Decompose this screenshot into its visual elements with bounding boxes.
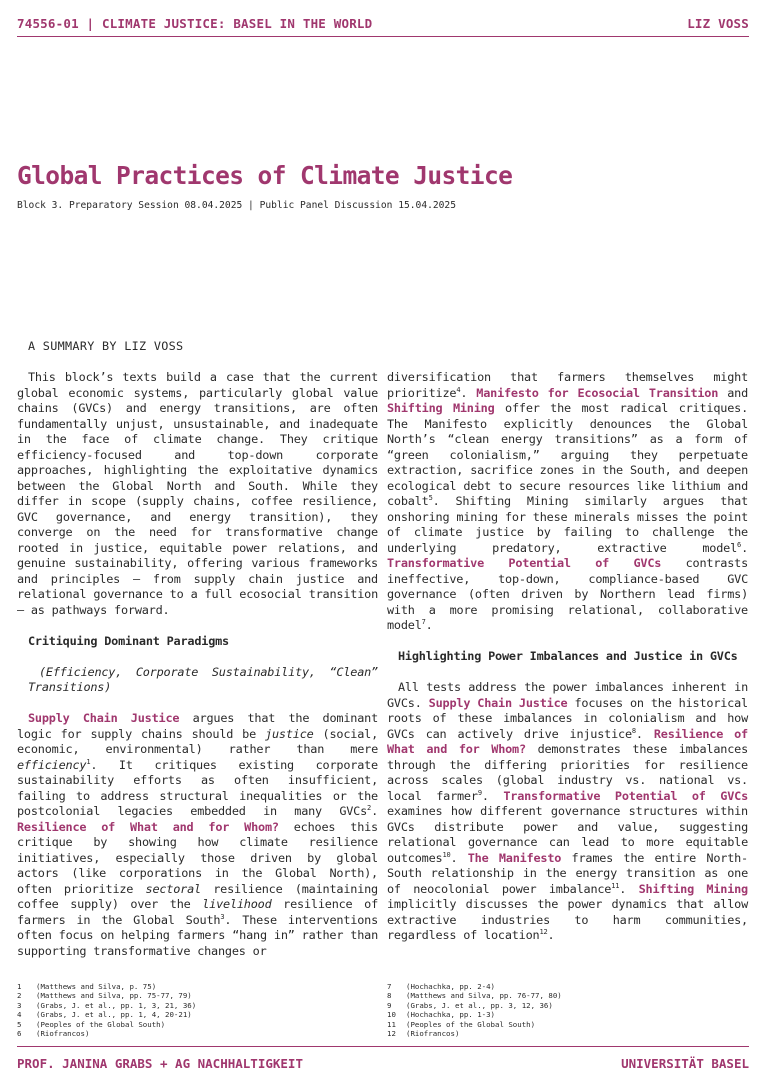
footnote — [387, 982, 748, 991]
summary-kicker: A SUMMARY BY LIZ VOSS — [28, 339, 184, 353]
footnote — [387, 1029, 748, 1038]
footnote-ref-2: 2 — [367, 804, 372, 813]
footnote-text: (Matthews and Silva, p. 75) — [36, 982, 157, 991]
text-run: . — [635, 726, 654, 741]
footnote-number: 4 — [17, 1010, 22, 1020]
text-run: . — [460, 385, 477, 400]
text-run: demonstrates these imbalances through the differing priorities for resilience across scales (global industry vs. national vs. local farmer — [387, 742, 749, 803]
text-run: . It critiques existing corporate sustainability efforts as often insufficient, failing to address structural inequalities or the postcolonial legacies embedded in many GVCs — [17, 757, 378, 818]
term-justice: justice — [265, 726, 314, 741]
footnote — [17, 1010, 378, 1019]
text-run: and — [718, 385, 748, 400]
footnote-ref-8: 8 — [631, 726, 636, 735]
footnote-text: (Grabs, J. et al., pp. 1, 4, 20-21) — [36, 1010, 192, 1020]
text-run: frames the entire North-South relationship in the energy transition as one of neocolonial power imbalance — [387, 850, 748, 896]
ref-resilience-2: Resilience of What and for Whom? — [387, 726, 748, 756]
header-course: 74556-01 | CLIMATE JUSTICE: BASEL IN THE WORLD — [17, 16, 373, 31]
right-column — [387, 370, 748, 944]
footnote — [387, 1020, 748, 1029]
footnote-text: (Matthews and Silva, pp. 76-77, 80) — [406, 991, 562, 1001]
footnote-ref-12: 12 — [539, 928, 548, 937]
footnote-number: 12 — [387, 1029, 396, 1039]
footnote — [387, 1001, 748, 1010]
ref-shifting-mining: Shifting Mining — [387, 401, 495, 415]
text-run: offer the most radical critiques. The Manifesto explicitly denounces the Global North’s “clean energy transitions” as a form of “green colonialism,” arguing they perpetuate extraction, sacrifice zones in the South, and deepen ecological debt to secure resources like lithium and cobalt — [387, 401, 748, 508]
footnote — [17, 991, 378, 1000]
text-run: . — [371, 804, 378, 818]
ref-manifesto: Manifesto for Ecosocial Transition — [476, 385, 719, 400]
text-run: resilience of farmers in the Global South — [17, 897, 378, 927]
footnote-number: 3 — [17, 1000, 22, 1010]
footnote — [387, 1010, 748, 1019]
footnote-ref-6: 6 — [737, 540, 742, 549]
text-run: contrasts ineffective, top-down, compliance-based GVC governance (often driven by Northern lead firms) with a more promising relational, collaborative model — [387, 556, 749, 632]
footnote-text: (Riofrancos) — [36, 1029, 90, 1039]
footnote-text: (Hochachka, pp. 1-3) — [406, 1010, 495, 1020]
section-subheading-paradigms: (Efficiency, Corporate Sustainability, “Clean” Transitions) — [28, 664, 378, 694]
ref-supply-chain-justice-2: Supply Chain Justice — [428, 695, 568, 710]
ref-transformative-gvcs: Transformative Potential of GVCs — [387, 556, 662, 570]
text-run: . — [425, 618, 433, 632]
footnote-number: 8 — [387, 991, 392, 1001]
footnote — [17, 982, 378, 991]
footnote-ref-11: 11 — [611, 881, 620, 890]
paradigms-paragraph-cont — [387, 370, 748, 634]
footnote-text: (Grabs, J. et al., pp. 3, 12, 36) — [406, 1000, 553, 1010]
term-efficiency: efficiency — [17, 757, 87, 772]
footnote-text: (Peoples of the Global South) — [36, 1019, 166, 1029]
text-run: echoes this critique by showing how climate resilience initiatives, especially those driven by global actors (like corporations in the Global North), often prioritize — [17, 819, 378, 896]
term-sectoral: sectoral — [145, 881, 201, 896]
text-run: examines how different governance structures within GVCs distribute power and value, suggesting relational governance can lead to more equitable outcomes — [387, 804, 748, 865]
footnote-ref-9: 9 — [477, 788, 482, 797]
paradigms-continuation: diversification that farmers themselves might prioritize — [387, 370, 748, 400]
footnote-number: 10 — [387, 1010, 396, 1020]
text-run: implicitly discusses the power dynamics that allow extractive industries to harm communities, regardless of location — [387, 897, 748, 942]
ref-transformative-gvcs-2: Transformative Potential of GVCs — [503, 788, 748, 803]
header-author: LIZ VOSS — [687, 16, 749, 31]
footnote-ref-3: 3 — [220, 912, 225, 921]
intro-paragraph: This block’s texts build a case that the current global economic systems, particularly global value chains (GVCs) and energy transitions, are often fundamentally unjust, unsustainable, and inadequate in the face of climate change. They critique efficiency-focused and top-down corporate approaches, highlighting the exploitative dynamics between the Global North and South. While they differ in scope (supply chains, coffee resilience, GVC governance, and energy transition), they converge on the need for transformative change rooted in justice, equitable power relations, and genuine sustainability, offering various frameworks and principles – from supply chain justice and relational governance to a full ecosocial transition – as pathways forward. — [17, 370, 378, 617]
footnote-ref-10: 10 — [442, 850, 451, 859]
footnote — [17, 1029, 378, 1038]
footnote-ref-1: 1 — [86, 757, 91, 766]
page-subtitle: Block 3. Preparatory Session 08.04.2025 | Public Panel Discussion 15.04.2025 — [17, 200, 456, 211]
paradigms-paragraph — [17, 711, 378, 959]
term-livelihood: livelihood — [202, 897, 272, 911]
footnote-number: 11 — [387, 1019, 396, 1029]
text-run: (social, economic, environmental) rather than mere — [17, 726, 379, 756]
footnote-ref-4: 4 — [456, 385, 461, 394]
text-run: All tests address the power imbalances inherent in GVCs. — [387, 680, 748, 710]
section-heading-power: Highlighting Power Imbalances and Justice in GVCs — [398, 649, 738, 663]
text-run: . — [450, 850, 468, 865]
text-run: . — [547, 928, 555, 942]
text-run: . Shifting Mining similarly argues that onshoring mining for these minerals misses the point of climate justice by failing to challenge the underlying predatory, extractive model — [387, 494, 748, 555]
page-footer — [17, 1046, 749, 1071]
text-run: resilience (maintaining coffee supply) over the — [17, 881, 378, 911]
footnote — [17, 1001, 378, 1010]
page-title: Global Practices of Climate Justice — [17, 161, 513, 190]
ref-resilience: Resilience of What and for Whom? — [17, 819, 279, 834]
text-run: argues that the dominant logic for supply chains should be — [17, 711, 378, 741]
footnote-number: 9 — [387, 1000, 392, 1010]
footnote-ref-5: 5 — [428, 494, 433, 503]
ref-shifting-mining-2: Shifting Mining — [638, 881, 748, 896]
page-header — [17, 16, 749, 37]
footnote-number: 7 — [387, 982, 392, 991]
text-run: focuses on the historical roots of these imbalances in colonialism and how GVCs can actively drive injustice — [387, 695, 748, 741]
footnote-text: (Peoples of the Global South) — [406, 1019, 536, 1029]
left-column — [17, 370, 378, 959]
footnote-text: (Riofrancos) — [406, 1029, 460, 1039]
footnote-number: 1 — [17, 982, 22, 991]
footnotes-left — [17, 982, 378, 1038]
section-heading-paradigms: Critiquing Dominant Paradigms — [28, 633, 229, 648]
footnotes-right — [387, 982, 748, 1038]
footnote-text: (Hochachka, pp. 2-4) — [406, 982, 495, 991]
text-run: . — [741, 540, 748, 555]
footnote-number: 6 — [17, 1029, 22, 1039]
footnote-number: 5 — [17, 1019, 22, 1029]
footer-university: UNIVERSITÄT BASEL — [621, 1056, 749, 1071]
paradigms-paragraph-split: . These interventions often focus on helping farmers “hang in” rather than supporting transformative changes or — [17, 912, 379, 958]
footnote — [387, 991, 748, 1000]
footer-professor: PROF. JANINA GRABS + AG NACHHALTIGKEIT — [17, 1056, 303, 1071]
power-paragraph — [387, 680, 748, 944]
text-run: . — [619, 881, 639, 896]
footnote-ref-7: 7 — [421, 618, 426, 627]
ref-supply-chain-justice: Supply Chain Justice — [28, 711, 180, 725]
ref-manifesto-2: The Manifesto — [467, 850, 562, 865]
footnote-text: (Grabs, J. et al., pp. 1, 3, 21, 36) — [36, 1000, 197, 1010]
footnote — [17, 1020, 378, 1029]
footnote-number: 2 — [17, 991, 22, 1001]
footnote-text: (Matthews and Silva, pp. 75-77, 79) — [36, 991, 192, 1001]
text-run: . — [481, 788, 504, 803]
